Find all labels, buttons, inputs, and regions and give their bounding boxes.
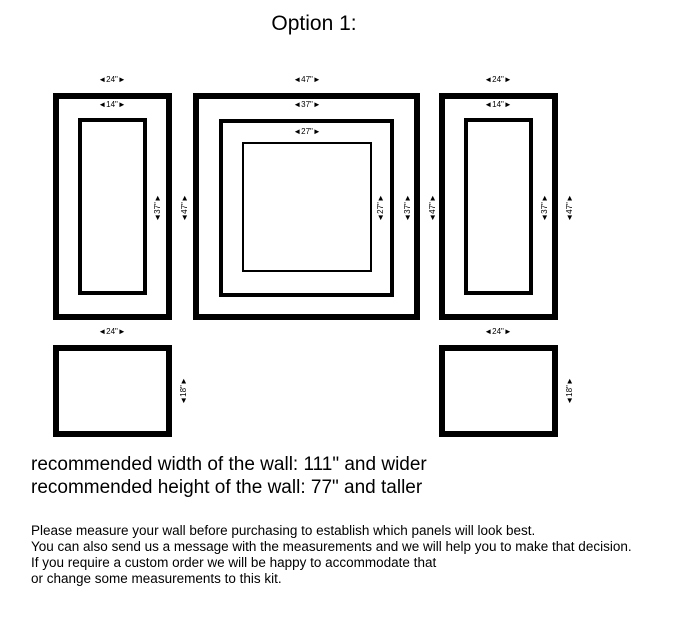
left-inner-frame <box>78 118 147 295</box>
bottom-left-panel <box>53 345 172 437</box>
recommended-width-text: recommended width of the wall: 111" and wider <box>31 454 427 475</box>
right-panel-width-label: ◄24"► <box>484 75 512 84</box>
diagram-title: Option 1: <box>271 12 357 35</box>
center-middle-frame <box>219 119 394 297</box>
left-inner-height-label: ◄37"► <box>153 194 162 222</box>
left-panel-height-label: ◄47"► <box>180 194 189 222</box>
left-panel-width-label: ◄24"► <box>98 75 126 84</box>
notes-block <box>31 523 632 587</box>
center-middle-height-label: ◄37"► <box>403 194 412 222</box>
center-inner-width-label: ◄27"► <box>293 127 321 136</box>
note-line: You can also send us a message with the measurements and we will help you to make that decision. <box>31 539 632 554</box>
bottom-left-width-label: ◄24"► <box>98 327 126 336</box>
center-panel-height-label: ◄47"► <box>428 194 437 222</box>
center-inner-square <box>242 142 372 272</box>
recommended-height-text: recommended height of the wall: 77" and taller <box>31 477 423 498</box>
bottom-right-height-label: ◄18"► <box>565 377 574 405</box>
note-line: or change some measurements to this kit. <box>31 571 282 586</box>
left-inner-width-label: ◄14"► <box>98 100 126 109</box>
bottom-right-width-label: ◄24"► <box>484 327 512 336</box>
center-inner-height-label: ◄27"► <box>376 194 385 222</box>
right-panel-height-label: ◄47"► <box>565 194 574 222</box>
center-panel-width-label: ◄47"► <box>293 75 321 84</box>
note-line: If you require a custom order we will be happy to accommodate that <box>31 555 437 570</box>
center-middle-width-label: ◄37"► <box>293 100 321 109</box>
right-inner-frame <box>464 118 533 295</box>
note-line: Please measure your wall before purchasing to establish which panels will look best. <box>31 523 536 538</box>
bottom-left-height-label: ◄18"► <box>179 377 188 405</box>
right-inner-width-label: ◄14"► <box>484 100 512 109</box>
right-inner-height-label: ◄37"► <box>540 194 549 222</box>
bottom-right-panel <box>439 345 558 437</box>
